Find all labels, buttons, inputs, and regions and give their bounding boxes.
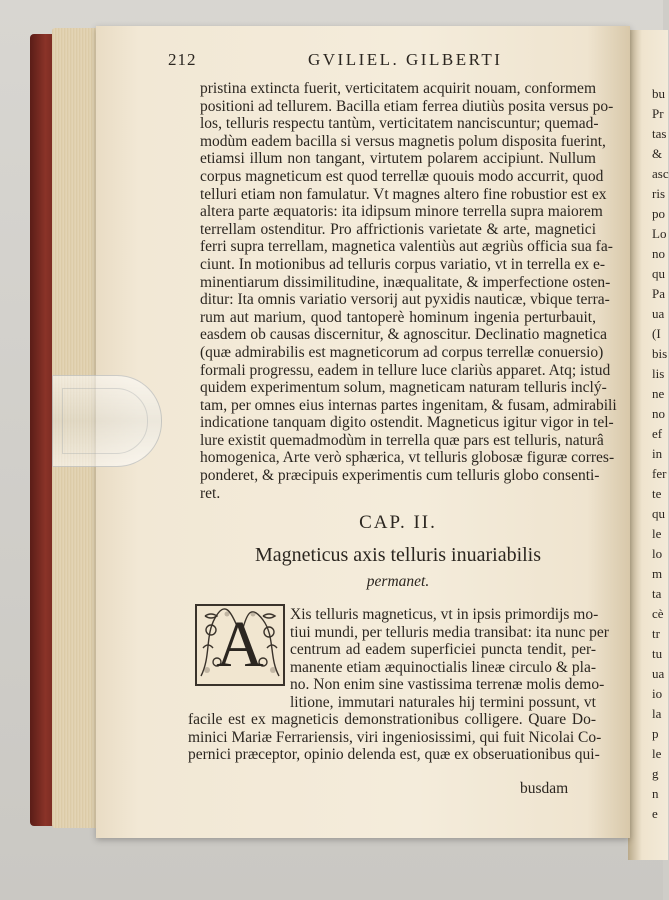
text-line: (quæ admirabilis est magneticorum ad corpus terrellæ conuersio)	[200, 343, 604, 361]
facing-page-fragment: te	[652, 486, 662, 501]
facing-page-fragment: lo	[652, 546, 663, 561]
text-line: formali progressu, eadem in tellure luce clariùs apparet. Atq; istud	[200, 361, 611, 379]
text-line: Xis telluris magneticus, vt in ipsis primordijs mo-	[290, 606, 599, 623]
facing-page-fragment: cè	[652, 606, 664, 621]
text-line: altera parte æquatoris: ita idipsum minore terrella supra maiorem	[200, 203, 603, 221]
text-line: tam, per omnes eius internas partes ingenitam, & fusam, admirabili	[200, 396, 617, 414]
facing-page-fragment: asc	[652, 166, 669, 181]
facing-page-fragment: p	[652, 726, 659, 741]
text-line: easdem ob causas discernitur, & agnoscitur. Declinatio magnetica	[200, 326, 607, 344]
text-line: ferri supra terrellam, magnetica valentiùs aut ægriùs officia sua fa-	[200, 238, 613, 256]
facing-page-fragment: g	[652, 766, 659, 781]
page-number: 212	[168, 50, 197, 69]
facing-page-fragment: qu	[652, 506, 665, 521]
facing-page-fragment: Lo	[652, 226, 667, 241]
facing-page-fragment: le	[652, 526, 662, 541]
facing-page-fragment: lis	[652, 366, 665, 381]
text-line: corpus magneticum est quod terrellæ quouis modo accurrit, quod	[200, 167, 604, 185]
text-line: no. Non enim sine vastissima terrenæ molis demo-	[290, 676, 605, 694]
running-head: GVILIEL. GILBERTI	[308, 50, 503, 69]
facing-page-fragment: ris	[652, 186, 665, 201]
text-line: pristina extincta fuerit, verticitatem acquirit nouam, conformem	[200, 80, 596, 97]
paragraph-1	[200, 80, 617, 502]
facing-page-fragment: tu	[652, 646, 663, 661]
text-line: minentiarum dissimilitudine, inæqualitate, & imperfectione osten-	[200, 273, 611, 291]
glass-clip-inner-edge	[62, 388, 148, 454]
text-line: ret.	[200, 484, 221, 502]
text-line: facile est ex magneticis demonstrationibus colligere. Quare Do-	[188, 711, 596, 728]
facing-page-fragment: in	[652, 446, 663, 461]
facing-page-fragment: bu	[652, 86, 665, 101]
facing-page-fragment: Pr	[652, 106, 664, 121]
text-line: tiui mundi, per telluris media transibat: ita nunc per	[290, 623, 609, 641]
facing-page-fragment: ef	[652, 426, 663, 441]
facing-page-fragment: no	[652, 246, 665, 261]
chapter-title: Magneticus axis telluris inuariabilis	[254, 544, 542, 566]
text-line: telluri etiam non famulatur. Vt magnes altero fine robustior est ex	[200, 185, 607, 203]
text-line: positioni ad tellurem. Bacilla etiam ferrea diutiùs posita versus po-	[200, 97, 614, 115]
decorated-initial	[195, 604, 285, 686]
facing-page-fragment: tr	[652, 626, 660, 641]
text-line: pernici præceptor, opinio delenda est, quæ ex obseruationibus qui-	[188, 746, 600, 764]
page-header	[168, 50, 606, 74]
facing-page-fragment: bis	[652, 346, 668, 361]
facing-page-fragment: ta	[652, 586, 662, 601]
text-line: indicatione tanquam digito ostendit. Magneticus igitur vigor in tel-	[200, 414, 614, 432]
text-line: los, telluris respectu tantùm, verticitatem nanciscuntur; quemad-	[200, 115, 599, 133]
text-line: modùm eadem bacilla si versus magnetis polum disposita fuerint,	[200, 132, 606, 150]
facing-page-fragment: tas	[652, 126, 667, 141]
facing-page-fragment: n	[652, 786, 659, 801]
text-line: homogenica, Arte verò sphærica, vt telluris globosæ figuræ corres-	[200, 449, 615, 467]
text-line: minici Mariæ Ferrariensis, viri ingeniosissimi, qui fuit Nicolai Co-	[188, 728, 602, 746]
chapter-heading: CAP. II.	[359, 512, 437, 533]
facing-page-fragment: e	[652, 806, 658, 821]
facing-page-fragment: la	[652, 706, 662, 721]
facing-page-fragment: fer	[652, 466, 667, 481]
text-line: rum aut marium, quod tantoperè hominum ingenia perturbauit,	[200, 308, 596, 326]
paragraph-2-beside-initial	[290, 606, 609, 712]
text-line: centrum ad eadem superficiei puncta tendit, per-	[290, 641, 596, 659]
facing-page-fragment: io	[652, 686, 663, 701]
facing-page-fragment: le	[652, 746, 662, 761]
facing-page-fragment: ua	[652, 666, 665, 681]
facing-page-fragment: m	[652, 566, 663, 581]
facing-page-fragment: Pa	[652, 286, 665, 301]
facing-page-text	[652, 84, 669, 824]
text-line: terrellam ostenditur. Pro affrictionis varietate & arte, magnetici	[200, 220, 596, 238]
facing-page-fragment: no	[652, 406, 665, 421]
chapter-title-continuation: permanet.	[366, 573, 430, 590]
text-line: etiamsi illum non tangant, virtutem polarem accipiunt. Nullum	[200, 150, 596, 168]
text-line: ciunt. In motionibus ad telluris corpus variatio, vt in terrella ex e-	[200, 255, 606, 273]
facing-page-fragment: ne	[652, 386, 665, 401]
text-line: quidem experimentum solum, magneticam naturam telluris inclý-	[200, 379, 607, 397]
text-line: ditur: Ita omnis variatio versorij aut pyxidis nauticæ, vbique terra-	[200, 291, 610, 309]
facing-page-fragment: po	[652, 206, 665, 221]
text-line: manente etiam æquinoctialis lineæ circulo & pla-	[290, 658, 596, 676]
facing-page-fragment: &	[652, 146, 663, 161]
facing-page-fragment: qu	[652, 266, 665, 281]
drop-cap-letter: A	[216, 608, 264, 681]
text-line: lure existit quemadmodùm in terrella quæ pars est telluris, naturâ	[200, 431, 604, 449]
text-line: litione, immutari naturales hij termini possunt, vt	[290, 693, 596, 711]
paragraph-2-full-width	[188, 711, 602, 764]
catchword: busdam	[520, 780, 569, 797]
facing-page-fragment: (I	[652, 326, 661, 341]
facing-page-fragment: ua	[652, 306, 665, 321]
text-line: ponderet, & præcipuis experimentis cum telluris globo consenti-	[200, 467, 600, 485]
